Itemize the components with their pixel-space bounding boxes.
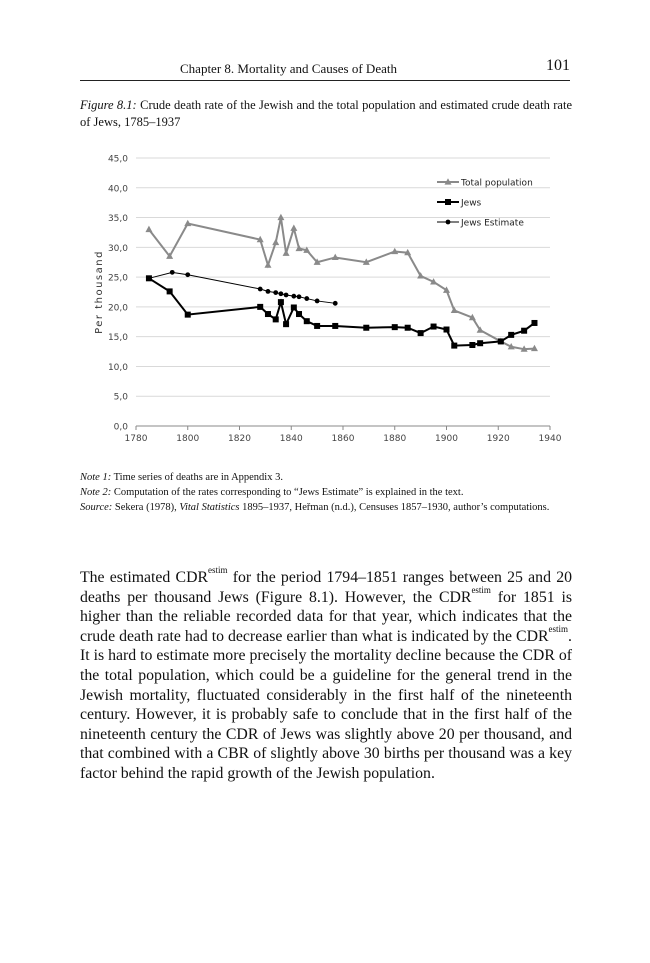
legend-jews-label: Jews [461,198,482,209]
note-1-text: Time series of deaths are in Appendix 3. [113,472,283,483]
jews-point [521,328,527,334]
body-paragraph: The estimated $CDR^{estim}$ for the period 1794–1851 ranges between 25 and 20 deaths per thousand Jews (Figure 8.1). However, the $CDR^{estim}$ for 1851 is higher than the reliable recorded data for that year, which indicates that the crude death rate had to decrease earlier than what is indicated by the $CDR^{estim}$. It is hard to estimate more precisely the mortality decline because the CDR of the total population, which could be a guideline for the general trend in the Jewish mortality, fluctuated considerably in the first half of the nineteenth century. However, it is probably safe to conclude that in the first half of the nineteenth century the CDR of Jews was slightly above 20 per thousand, and that combined with a CBR of slightly above 30 births per thousand was a key factor behind the rapid growth of the Jewish population. [80,565,572,782]
chapter-title: Chapter 8. Mortality and Causes of Death [180,61,397,76]
jews-estimate-point [258,287,263,292]
x-tick-label: 1840 [279,434,303,444]
x-tick-label: 1780 [124,434,148,444]
jews-point [405,325,411,331]
figure-notes [80,470,572,515]
y-tick-label: 35,0 [107,214,128,225]
jews-line [149,278,535,345]
y-tick-label: 25,0 [107,273,128,284]
y-tick-label: 45,0 [107,154,128,165]
source-vital-statistics: Vital Statistics [179,502,240,513]
total-population-point [451,307,458,313]
jews-point [314,323,320,329]
jews-point [477,340,483,346]
x-tick-label: 1860 [331,434,355,444]
note-1 [80,470,572,485]
jews-point [469,342,475,348]
source-text-b: 1895–1937, Heřman (n.d.), Censuses 1857–1930, author’s computations. [242,502,550,513]
note-1-label: Note 1: [80,472,112,483]
jews-estimate-point [291,294,296,299]
note-2-label: Note 2: [80,487,112,498]
jews-estimate-point [170,270,175,275]
y-tick-label: 20,0 [107,303,128,314]
total-population-point [264,261,271,267]
jews-point [257,304,263,310]
body-text [80,565,572,784]
jews-point [392,324,398,330]
total-population-point [184,220,191,226]
jews-point [185,312,191,318]
total-population-point [145,226,152,232]
x-tick-label: 1900 [435,434,458,444]
total-population-point [272,239,279,245]
legend-total-population-label: Total population [461,178,533,189]
y-tick-label: 0,0 [113,422,128,433]
y-axis-label: Per thousand [94,250,105,334]
jews-point [363,325,369,331]
x-tick-label: 1880 [383,434,407,444]
note-2 [80,485,572,500]
source-text-a: Sekera (1978), [114,502,177,513]
total-population-point [290,224,297,230]
figure-label: Figure 8.1: [80,98,137,112]
jews-estimate-point [333,301,338,306]
jews-estimate-point [297,294,302,299]
total-population-point [296,245,303,251]
jews-estimate-point [284,293,289,298]
figure-caption-text: Crude death rate of the Jewish and the total population and estimated crude death rate of Jews, 1785–1937 [80,98,572,129]
y-tick-label: 10,0 [107,362,128,373]
total-population-point [277,214,284,220]
jews-point [444,327,450,333]
estim-superscript: estim [471,584,491,595]
jews-point [531,320,537,326]
jews-point [332,323,338,329]
x-tick-label: 1820 [228,434,251,444]
jews-point [304,318,310,324]
jews-estimate-point [279,291,284,296]
total-population-point [283,249,290,255]
jews-point [296,311,302,317]
x-tick-label: 1940 [538,434,562,444]
x-tick-label: 1800 [176,434,200,444]
death-rate-chart [80,145,570,460]
note-2-text: Computation of the rates corresponding to “Jews Estimate” is explained in the text. [113,487,464,498]
page-number: 101 [546,57,570,74]
y-tick-label: 30,0 [107,243,128,254]
jews-point [508,332,514,338]
jews-point [451,343,457,349]
jews-point [167,288,173,294]
jews-estimate-point [147,276,152,281]
jews-estimate-point [185,272,190,277]
source-note [80,500,572,515]
jews-estimate-point [315,299,320,304]
x-tick-label: 1920 [486,434,510,444]
jews-point [291,304,297,310]
jews-point [278,299,284,305]
jews-estimate-point [266,289,271,294]
y-tick-label: 5,0 [113,392,128,403]
legend-jews-estimate-label: Jews Estimate [461,218,524,229]
y-tick-label: 15,0 [107,333,128,344]
source-label: Source: [80,502,113,513]
legend-jews-marker [445,199,451,205]
jews-point [498,338,504,344]
jews-estimate-point [273,290,278,295]
jews-point [265,311,271,317]
total-population-line [149,218,535,350]
y-tick-label: 40,0 [107,184,128,195]
figure-caption [80,97,572,131]
jews-point [418,330,424,336]
estim-superscript: estim [208,565,228,575]
page-header [80,58,570,81]
jews-point [283,321,289,327]
jews-point [273,316,279,322]
jews-estimate-point [304,296,309,301]
jews-point [431,324,437,330]
legend-jews-estimate-marker [446,220,451,225]
estim-superscript: estim [548,623,569,634]
